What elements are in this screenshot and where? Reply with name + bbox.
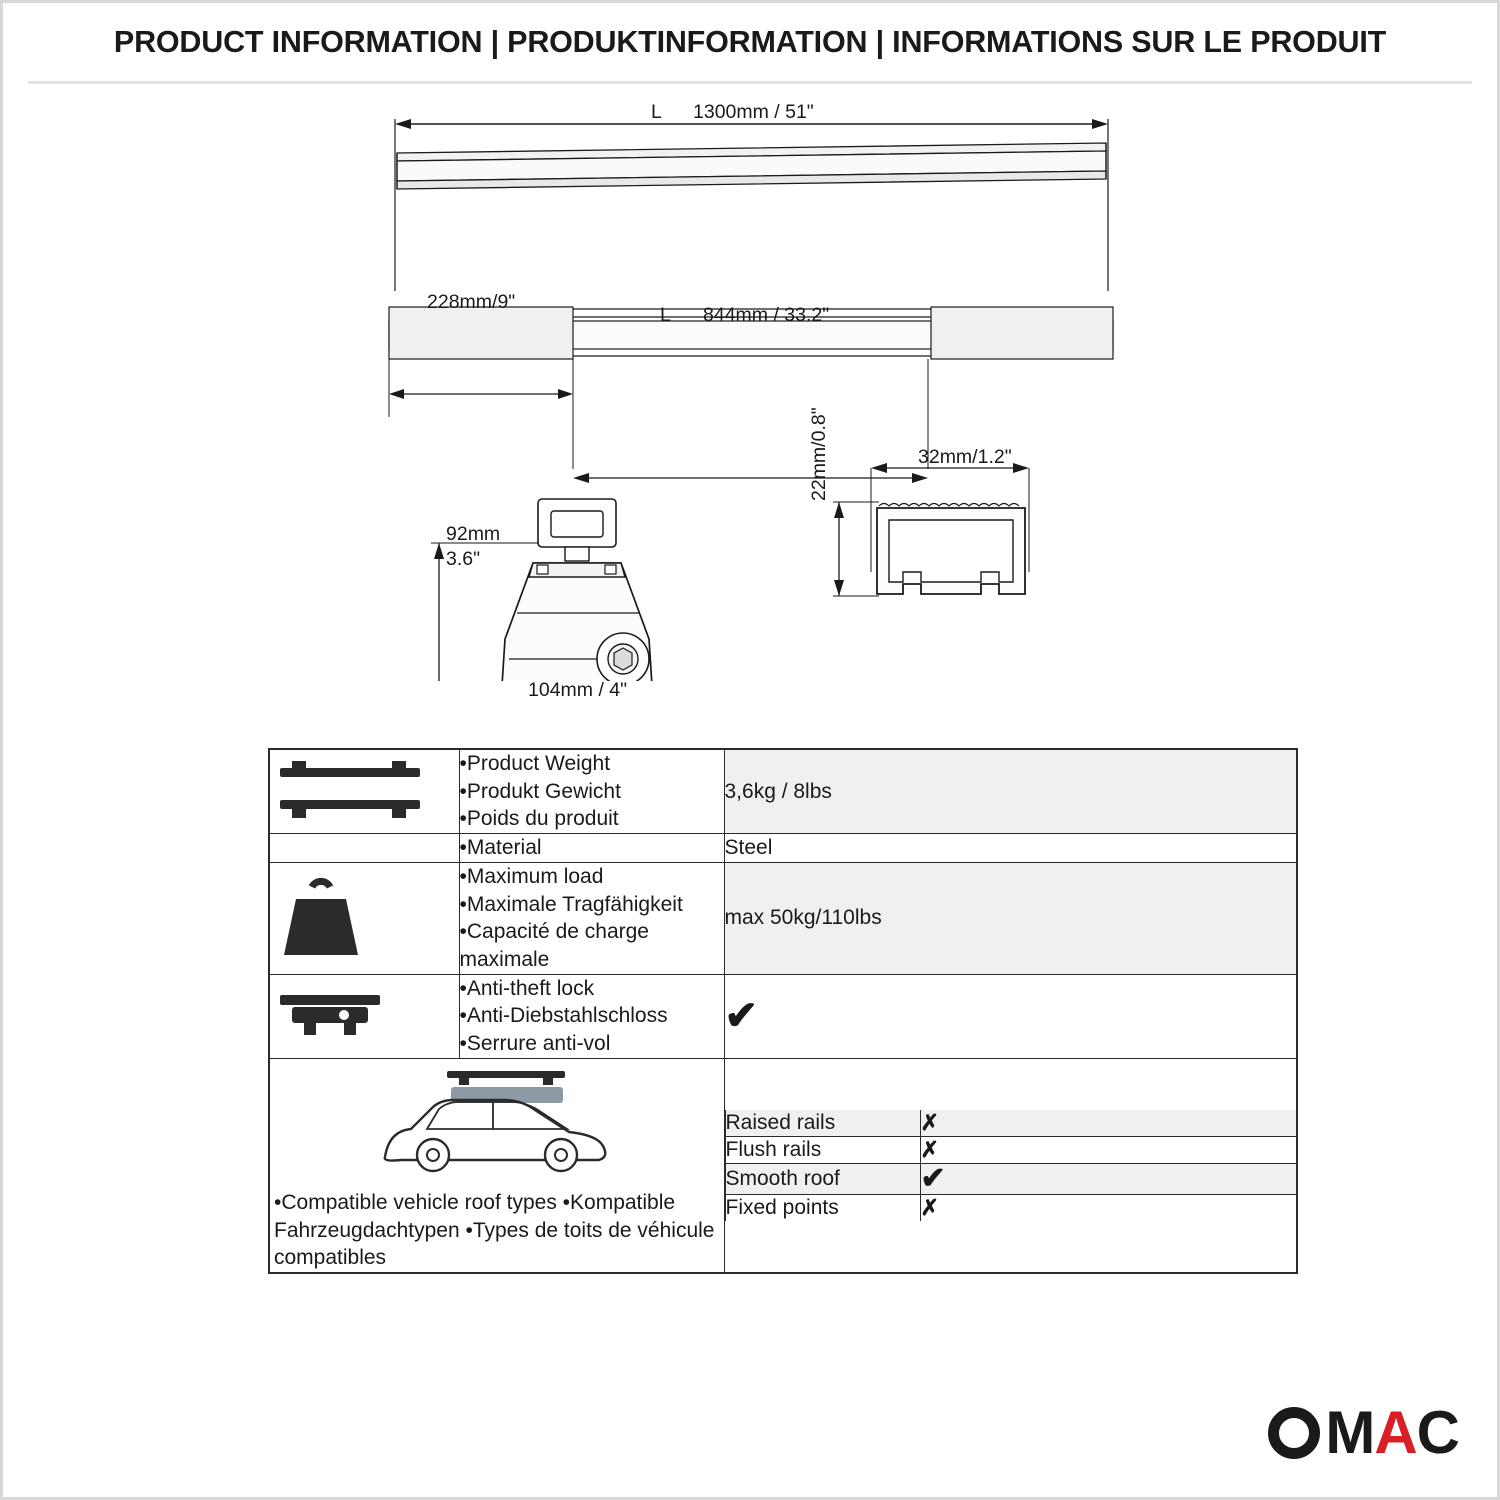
anti-theft-label <box>459 974 724 1058</box>
cross-icon: ✗ <box>920 1194 939 1220</box>
roof-type-name: Raised rails <box>725 1110 920 1137</box>
roof-types-label-cell <box>269 1058 724 1273</box>
header-divider <box>28 81 1472 84</box>
logo-letter-c: C <box>1416 1399 1459 1466</box>
roof-type-value <box>920 1163 1296 1194</box>
roof-types-table <box>725 1110 1297 1221</box>
label-line-fr: •Capacité de charge maximale <box>459 920 649 972</box>
logo-letter-a: A <box>1374 1399 1417 1466</box>
max-load-value: max 50kg/110lbs <box>724 862 1297 974</box>
label-line-fr: •Poids du produit <box>459 807 619 831</box>
roof-types-labels <box>270 1189 724 1272</box>
checkmark-icon: ✔ <box>920 1161 946 1195</box>
checkmark-icon: ✔ <box>724 994 759 1039</box>
product-weight-value: 3,6kg / 8lbs <box>724 749 1297 834</box>
logo-o-ring-icon <box>1268 1407 1320 1459</box>
label-line-en: •Anti-theft lock <box>459 976 595 1000</box>
table-row <box>269 749 1297 834</box>
span-symbol: L <box>660 304 671 326</box>
material-value: Steel <box>724 834 1297 863</box>
table-row <box>725 1110 1296 1137</box>
label-line-en: •Compatible vehicle roof types <box>274 1190 557 1214</box>
label-line-de: •Kompatible Fahrzeugdachtypen <box>274 1190 676 1242</box>
label-line-fr: •Serrure anti-vol <box>459 1032 611 1056</box>
roof-type-name: Flush rails <box>725 1136 920 1163</box>
weight-icon-cell <box>269 862 459 974</box>
label-line-de: •Anti-Diebstahlschloss <box>459 1004 668 1028</box>
product-weight-label <box>459 749 724 834</box>
profile-height-value: 22mm/0.8" <box>808 407 830 501</box>
cross-icon: ✗ <box>920 1136 939 1162</box>
label-line-en: •Maximum load <box>459 864 604 888</box>
table-row <box>269 1058 1297 1273</box>
lock-icon-cell <box>269 974 459 1058</box>
foot-height-value-line1: 92mm <box>446 523 501 545</box>
foot-width-value: 104mm / 4" <box>528 679 628 701</box>
lock-icon <box>270 985 390 1047</box>
specifications-table <box>268 748 1298 1274</box>
car-with-rack-icon <box>347 1065 647 1185</box>
table-row <box>725 1136 1296 1163</box>
roof-type-name: Fixed points <box>725 1194 920 1221</box>
roof-type-name: Smooth roof <box>725 1163 920 1194</box>
label-line-en: •Material <box>459 836 542 860</box>
label-line-de: •Maximale Tragfähigkeit <box>459 892 683 916</box>
weight-icon <box>270 875 370 961</box>
table-row <box>725 1194 1296 1221</box>
crossbars-icon-cell <box>269 749 459 834</box>
label-line-en: •Product Weight <box>459 752 611 775</box>
table-row <box>269 974 1297 1058</box>
page-title: PRODUCT INFORMATION | PRODUKTINFORMATION | INFORMATIONS SUR LE PRODUIT <box>113 25 1387 59</box>
foot-offset-value: 228mm/9" <box>427 291 516 313</box>
foot-height-value-line2: 3.6" <box>446 548 481 570</box>
label-line-de: •Produkt Gewicht <box>459 779 621 803</box>
omac-logo <box>1268 1398 1459 1467</box>
profile-cross-section-drawing <box>803 436 1223 686</box>
table-row <box>269 834 1297 863</box>
cross-icon: ✗ <box>920 1109 939 1135</box>
roof-type-value <box>920 1110 1296 1137</box>
table-row <box>725 1163 1296 1194</box>
technical-drawings <box>3 91 1500 741</box>
table-row <box>269 862 1297 974</box>
material-icon-cell <box>269 834 459 863</box>
span-value: 844mm / 33.2" <box>703 304 830 326</box>
crossbars-icon <box>270 754 430 830</box>
material-label <box>459 834 724 863</box>
logo-letter-m: M <box>1325 1399 1375 1466</box>
roof-types-matrix-cell <box>724 1058 1297 1273</box>
bar-length-symbol: L <box>651 101 662 123</box>
max-load-label <box>459 862 724 974</box>
roof-type-value <box>920 1136 1296 1163</box>
label-line-fr: •Types de toits de véhicule compatibles <box>274 1218 715 1270</box>
anti-theft-value <box>724 974 1297 1058</box>
roof-type-value <box>920 1194 1296 1221</box>
profile-width-value: 32mm/1.2" <box>918 446 1012 468</box>
bar-length-value: 1300mm / 51" <box>693 101 814 123</box>
